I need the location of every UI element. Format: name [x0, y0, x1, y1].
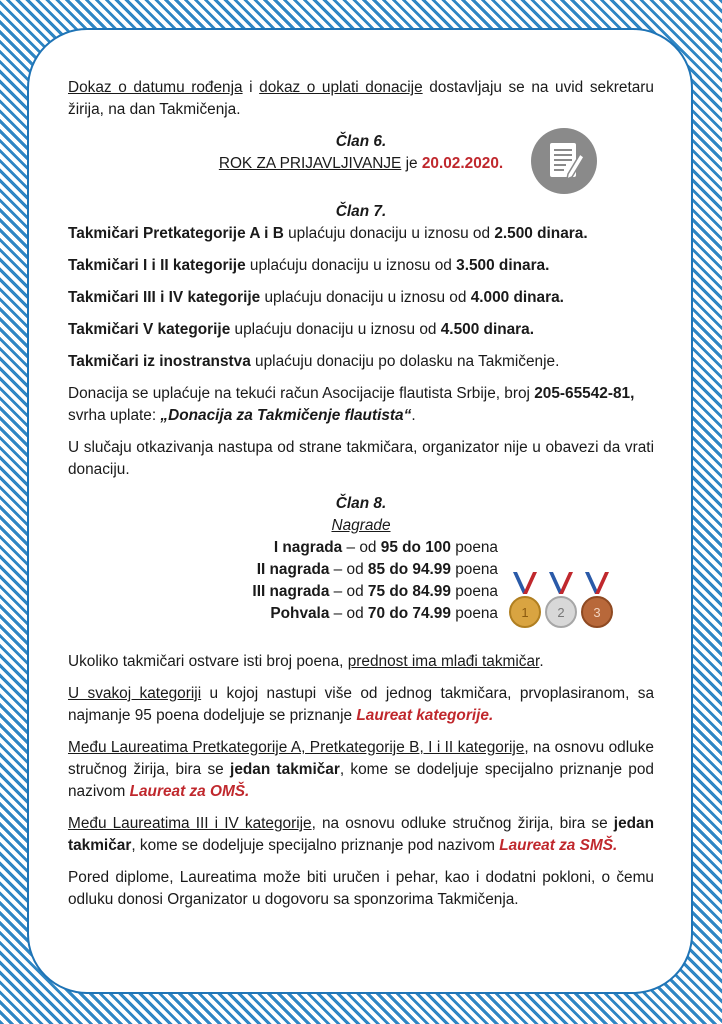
donation-row: Takmičari V kategorije uplaćuju donaciju u iznosu od 4.500 dinara.: [68, 321, 535, 338]
laureate-oms-award: Laureat za OMŠ.: [129, 783, 250, 800]
oms-laureate-rule: Među Laureatima Pretkategorije A, Pretkategorije B, I i II kategorije, na osnovu odluke stručnog žirija, bira se jedan takmičar, kome se dodeljuje specijalno priznanje pod nazivom Laureat za OMŠ.: [68, 739, 654, 800]
donation-row: Takmičari III i IV kategorije uplaćuju donaciju u iznosu od 4.000 dinara.: [68, 289, 564, 306]
deadline-date: 20.02.2020.: [421, 155, 504, 172]
prize-list: [68, 537, 498, 625]
donation-row: Takmičari I i II kategorije uplaćuju donaciju u iznosu od 3.500 dinara.: [68, 257, 550, 274]
account-number: 205-65542-81,: [534, 385, 635, 402]
final-paragraph: Pored diplome, Laureatima može biti uručen i pehar, kao i dodatni pokloni, o čemu odluku donosi Organizator u dogovoru sa sponzorima Takmičenja.: [68, 869, 654, 908]
sms-laureate-rule: Među Laureatima III i IV kategorije, na osnovu odluke stručnog žirija, bira se jedan takmičar, kome se dodeljuje specijalno priznanje pod nazivom Laureat za SMŠ.: [68, 815, 654, 854]
medal-label-2: 2: [557, 605, 565, 620]
document-body: [68, 73, 654, 911]
clan6-deadline: ROK ZA PRIJAVLJIVANJE je 20.02.2020.: [218, 155, 504, 172]
cancellation-paragraph: U slučaju otkazivanja nastupa od strane takmičara, organizator nije u obavezi da vrati donaciju.: [68, 439, 654, 478]
payment-purpose: „Donacija za Takmičenje flautista“: [160, 407, 412, 424]
medal-label-1: 1: [521, 605, 529, 620]
medal-label-3: 3: [593, 605, 601, 620]
laureate-sms-award: Laureat za SMŠ.: [499, 837, 618, 854]
prize-item: II nagrada – od 85 do 94.99 poena: [256, 561, 498, 578]
category-laureate-rule: U svakoj kategoriji u kojoj nastupi više od jednog takmičara, prvoplasiranom, sa najmanje 95 poena dodeljuje se priznanje Laureat kategorije.: [68, 685, 655, 724]
clan7-heading: Član 7.: [335, 203, 387, 220]
payment-paragraph: Donacija se uplaćuje na tekući račun Asocijacije flautista Srbije, broj 205-65542-81, svrha uplate: „Donacija za Takmičenje flautista“.: [68, 385, 635, 424]
intro-underlined-2: dokaz o uplati donacije: [259, 79, 423, 96]
prize-item: Pohvala – od 70 do 74.99 poena: [270, 605, 498, 622]
prize-item: III nagrada – od 75 do 84.99 poena: [252, 583, 498, 600]
prizes-subheading: Nagrade: [331, 517, 391, 534]
clan6-heading: Član 6.: [335, 133, 387, 150]
foreign-donation: Takmičari iz inostranstva uplaćuju donaciju po dolasku na Takmičenje.: [68, 353, 560, 370]
laureate-category-award: Laureat kategorije.: [356, 707, 494, 724]
donation-row: Takmičari Pretkategorije A i B uplaćuju donaciju u iznosu od 2.500 dinara.: [68, 225, 588, 242]
clan8-heading: Član 8.: [335, 495, 387, 512]
tie-rule: Ukoliko takmičari ostvare isti broj poena, prednost ima mlađi takmičar.: [68, 653, 544, 670]
intro-underlined-1: Dokaz o datumu rođenja: [68, 79, 243, 96]
intro-paragraph: Dokaz o datumu rođenja i dokaz o uplati donacije dostavljaju se na uvid sekretaru žirija, na dan Takmičenja.: [68, 79, 654, 118]
prize-item: I nagrada – od 95 do 100 poena: [273, 539, 498, 556]
